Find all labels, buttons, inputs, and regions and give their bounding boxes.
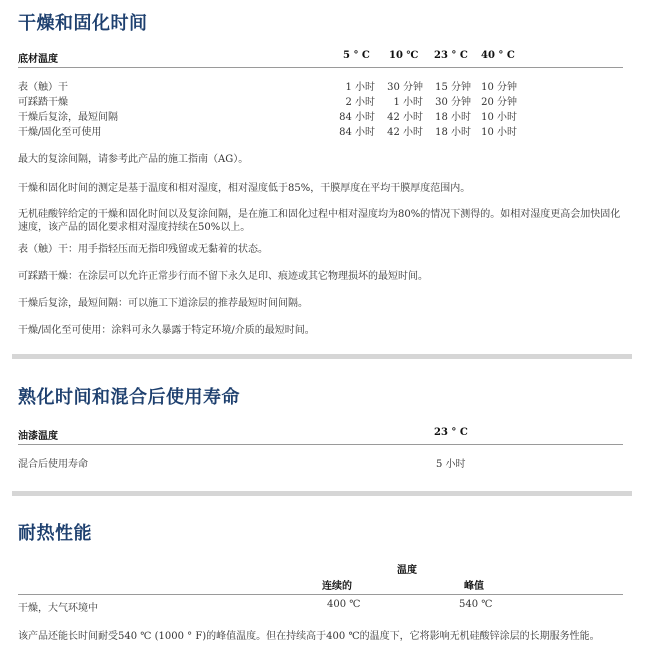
row-value: 5 小时 xyxy=(436,459,466,470)
temp-col-23: 23 ° C xyxy=(434,50,468,61)
note-max-recoat: 最大的复涂间隔，请参考此产品的施工指南（AG）。 xyxy=(18,154,249,165)
section-divider xyxy=(12,354,632,359)
substrate-temp-header: 底材温度 xyxy=(18,54,58,65)
temp-col-23: 23 ° C xyxy=(434,427,468,438)
row-label-walk-on-dry: 可踩踏干燥 xyxy=(18,97,68,108)
row-value: 1 小时 xyxy=(345,82,375,93)
row-value: 18 小时 xyxy=(435,112,471,123)
row-value: 2 小时 xyxy=(345,97,375,108)
note-humidity: 无机硅酸锌给定的干燥和固化时间以及复涂间隔，是在施工和固化过程中相对湿度均为80%的情况下测得的。如相对湿度更高会加快固化速度，该产品的固化要求相对湿度持续在50%以上。 xyxy=(18,209,621,233)
note-measurement-basis: 干燥和固化时间的测定是基于温度和相对湿度，相对湿度低于85%，干膜厚度在平均干膜厚度范围内。 xyxy=(18,183,471,194)
paint-temp-header: 油漆温度 xyxy=(18,431,58,442)
row-value: 10 小时 xyxy=(481,112,517,123)
row-value: 84 小时 xyxy=(339,112,375,123)
row-value: 84 小时 xyxy=(339,127,375,138)
peak-col-header: 峰值 xyxy=(464,581,484,592)
temp-col-5: 5 ° C xyxy=(343,50,370,61)
header-divider xyxy=(18,444,623,445)
note-touch-dry-def: 表（触）干：用手指轻压而无指印残留或无黏着的状态。 xyxy=(18,244,268,255)
row-value: 18 小时 xyxy=(435,127,471,138)
header-divider xyxy=(18,67,623,68)
row-label-recoat-min: 干燥后复涂，最短间隔 xyxy=(18,112,118,123)
section-title-pot-life: 熟化时间和混合后使用寿命 xyxy=(18,387,240,408)
row-label-cure-to-use: 干燥/固化至可使用 xyxy=(18,127,102,138)
section-divider xyxy=(12,491,632,496)
note-cure-def: 干燥/固化至可使用：涂料可永久暴露于特定环境/介质的最短时间。 xyxy=(18,325,315,336)
row-value-continuous: 400 ℃ xyxy=(327,599,361,610)
row-value: 30 分钟 xyxy=(387,82,423,93)
row-label-touch-dry: 表（触）干 xyxy=(18,82,68,93)
row-value: 20 分钟 xyxy=(481,97,517,108)
continuous-col-header: 连续的 xyxy=(322,581,352,592)
row-value: 15 分钟 xyxy=(435,82,471,93)
temp-col-40: 40 ° C xyxy=(481,50,515,61)
row-label-dry-atmospheric: 干燥，大气环境中 xyxy=(18,603,98,614)
row-label-pot-life: 混合后使用寿命 xyxy=(18,459,88,470)
note-heat-resistance: 该产品还能长时间耐受540 ℃ (1000 ° F)的峰值温度。但在持续高于400 ℃的温度下，它将影响无机硅酸锌涂层的长期服务性能。 xyxy=(18,631,600,642)
row-value: 42 小时 xyxy=(387,127,423,138)
row-value: 10 分钟 xyxy=(481,82,517,93)
row-value-peak: 540 ℃ xyxy=(459,599,493,610)
row-value: 1 小时 xyxy=(393,97,423,108)
row-value: 10 小时 xyxy=(481,127,517,138)
row-value: 30 分钟 xyxy=(435,97,471,108)
header-divider xyxy=(18,594,623,595)
section-title-drying-curing: 干燥和固化时间 xyxy=(18,13,148,34)
note-walk-on-dry-def: 可踩踏干燥：在涂层可以允许正常步行而不留下永久足印、痕迹或其它物理损坏的最短时间。 xyxy=(18,271,428,282)
section-title-heat-resistance: 耐热性能 xyxy=(18,523,92,544)
temp-col-10: 10 ℃ xyxy=(389,50,419,61)
row-value: 42 小时 xyxy=(387,112,423,123)
note-recoat-def: 干燥后复涂，最短间隔：可以施工下道涂层的推荐最短时间间隔。 xyxy=(18,298,308,309)
temperature-group-header: 温度 xyxy=(397,565,417,576)
